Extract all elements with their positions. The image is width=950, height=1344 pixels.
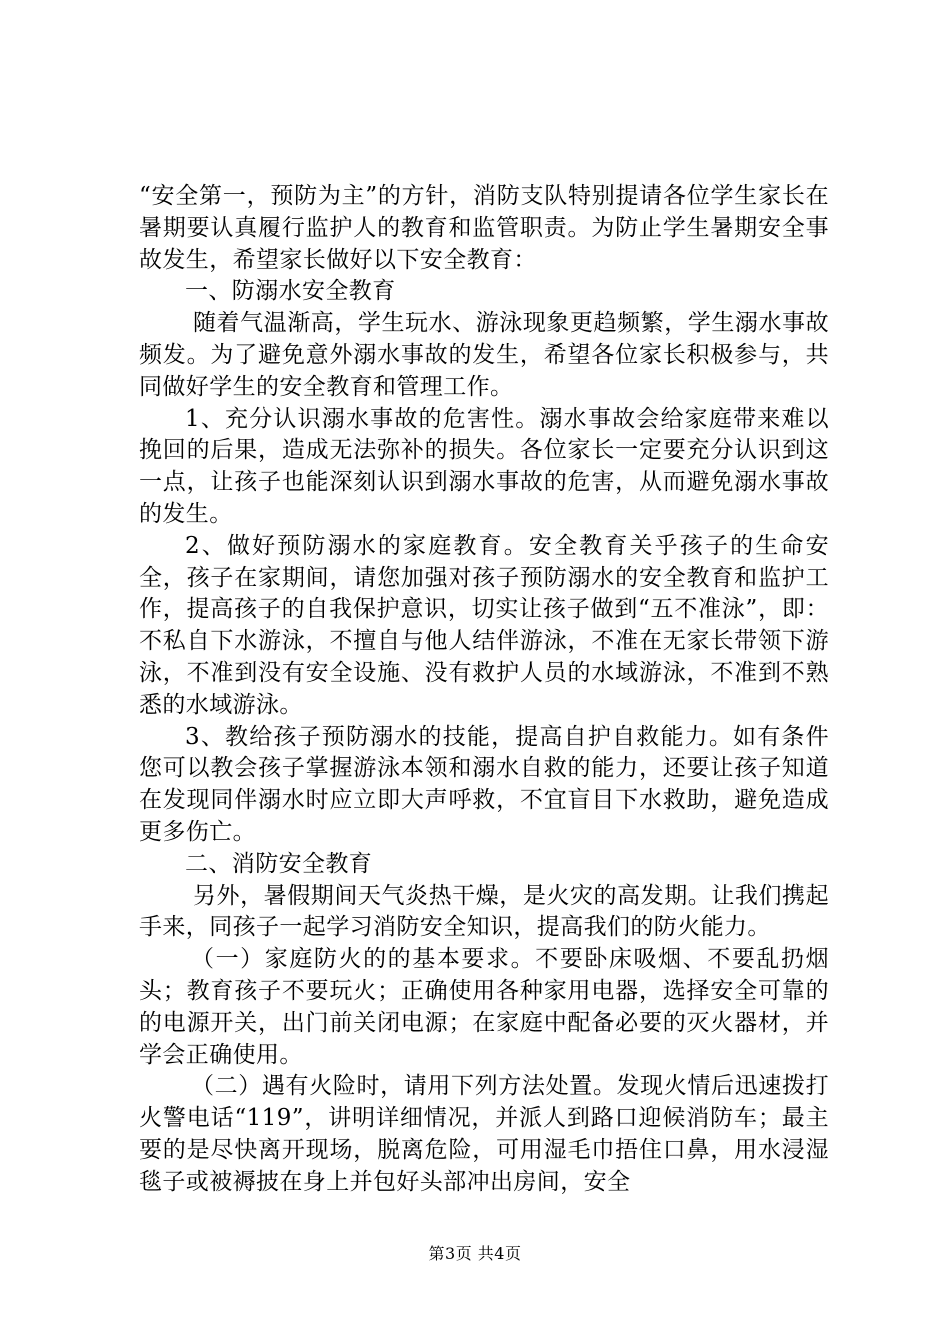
- paragraph-intro: “安全第一，预防为主”的方针，消防支队特别提请各位学生家长在暑期要认真履行监护人的教育和监管职责。为防止学生暑期安全事故发生，希望家长做好以下安全教育：: [139, 183, 829, 273]
- paragraph-fire-overview: 另外，暑假期间天气炎热干燥，是火灾的高发期。让我们携起手来，同孩子一起学习消防安全知识，提高我们的防火能力。: [139, 882, 829, 941]
- paragraph-drowning-point-2: 2、做好预防溺水的家庭教育。安全教育关乎孩子的生命安全，孩子在家期间，请您加强对孩子预防溺水的安全教育和监护工作，提高孩子的自我保护意识，切实让孩子做到“五不准泳”，即：不私自下水游泳，不擅自与他人结伴游泳，不准在无家长带领下游泳，不准到没有安全设施、没有救护人员的水域游泳，不准到不熟悉的水域游泳。: [139, 532, 829, 718]
- paragraph-fire-point-1: （一）家庭防火的的基本要求。不要卧床吸烟、不要乱扔烟头；教育孩子不要玩火；正确使用各种家用电器，选择安全可靠的的电源开关，出门前关闭电源；在家庭中配备必要的灭火器材，并学会正确使用。: [139, 946, 829, 1068]
- document-body: [139, 181, 829, 1199]
- heading-drowning-safety: 一、防溺水安全教育: [185, 278, 396, 305]
- paragraph-drowning-point-3: 3、教给孩子预防溺水的技能，提高自护自救能力。如有条件您可以教会孩子掌握游泳本领和溺水自救的能力，还要让孩子知道在发现同伴溺水时应立即大声呼救，不宜盲目下水救助，避免造成更多伤亡。: [139, 723, 829, 845]
- page-number-footer: 第3页 共4页: [428, 1244, 522, 1263]
- paragraph-fire-point-2: （二）遇有火险时，请用下列方法处置。发现火情后迅速拨打火警电话“119”，讲明详细情况，并派人到路口迎候消防车；最主要的是尽快离开现场，脱离危险，可用湿毛巾捂住口鼻，用水浸湿毯子或被褥披在身上并包好头部冲出房间，安全: [139, 1073, 829, 1195]
- paragraph-drowning-point-1: 1、充分认识溺水事故的危害性。溺水事故会给家庭带来难以挽回的后果，造成无法弥补的损失。各位家长一定要充分认识到这一点，让孩子也能深刻认识到溺水事故的危害，从而避免溺水事故的发生。: [139, 405, 829, 527]
- heading-fire-safety: 二、消防安全教育: [185, 850, 373, 877]
- paragraph-drowning-overview: 随着气温渐高，学生玩水、游泳现象更趋频繁，学生溺水事故频发。为了避免意外溺水事故的发生，希望各位家长积极参与，共同做好学生的安全教育和管理工作。: [139, 310, 829, 400]
